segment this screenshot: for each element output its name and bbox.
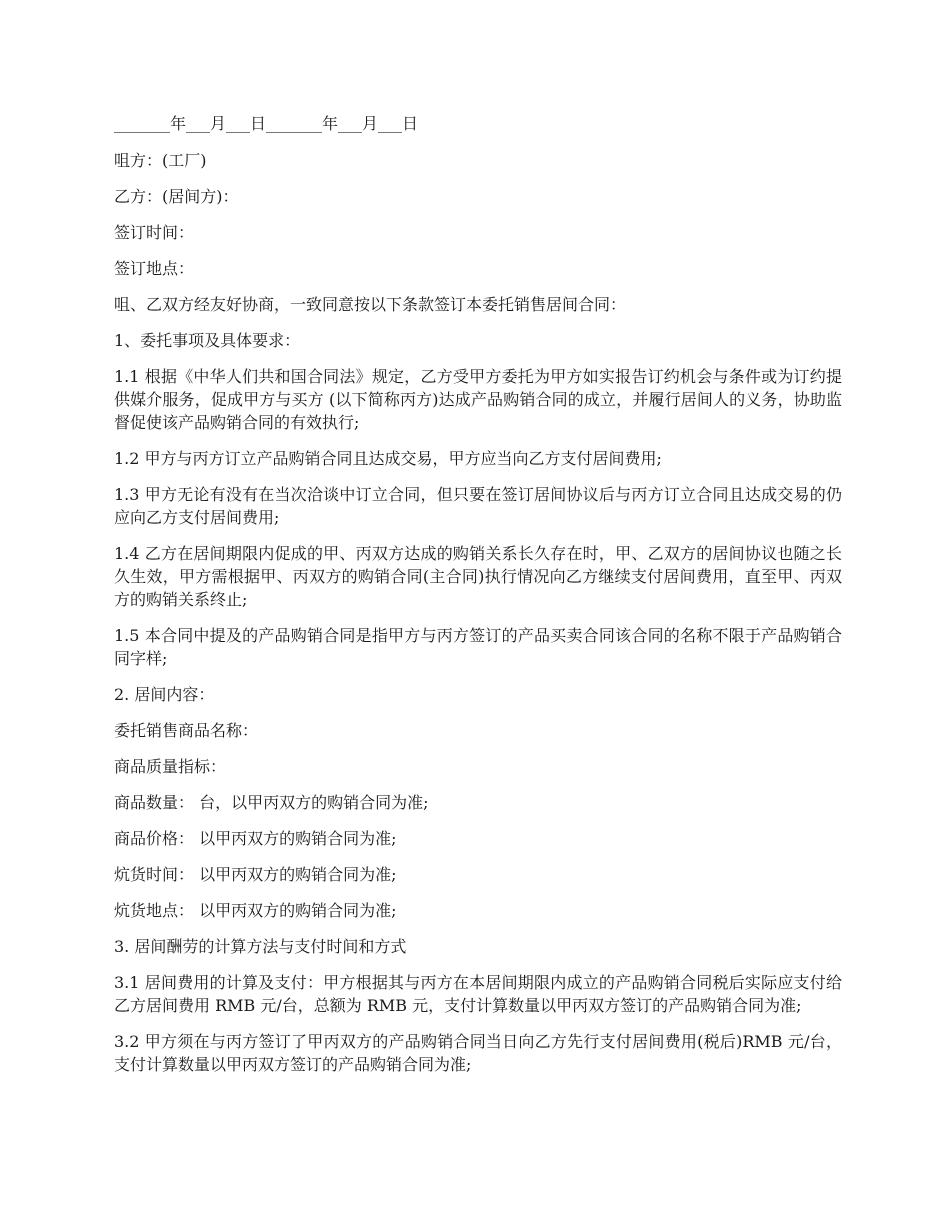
clause-1-3: 1.3 甲方无论有没有在当次洽谈中订立合同，但只要在签订居间协议后与丙方订立合同且达成交易的仍应向乙方支付居间费用;	[114, 485, 842, 527]
goods-quality: 商品质量指标：	[114, 757, 227, 776]
date-line: _______年___月___日_______年___月___日	[114, 114, 419, 133]
clause-1-1: 1.1 根据《中华人们共和国合同法》规定，乙方受甲方委托为甲方如实报告订约机会与条件或为订约提供媒介服务，促成甲方与买方 (以下简称丙方)达成产品购销合同的成立，并履行居间人的义务，协助监督促使该产品购销合同的有效执行;	[114, 367, 842, 432]
section-2-title: 2. 居间内容：	[114, 685, 215, 704]
intro-paragraph: 咀、乙双方经友好协商，一致同意按以下条款签订本委托销售居间合同：	[114, 295, 627, 314]
clause-1-2: 1.2 甲方与丙方订立产品购销合同且达成交易，甲方应当向乙方支付居间费用;	[114, 449, 662, 468]
goods-quantity: 商品数量： 台，以甲丙双方的购销合同为准;	[114, 793, 429, 812]
sign-time: 签订时间：	[114, 223, 195, 242]
clause-3-2: 3.2 甲方须在与丙方签订了甲丙双方的产品购销合同当日向乙方先行支付居间费用(税后)RMB 元/台，支付计算数量以甲丙双方签订的产品购销合同为准;	[114, 1032, 842, 1074]
clause-1-4: 1.4 乙方在居间期限内促成的甲、丙双方达成的购销关系长久存在时，甲、乙双方的居间协议也随之长久生效，甲方需根据甲、丙双方的购销合同(主合同)执行情况向乙方继续支付居间费用，直至甲、丙双方的购销关系终止;	[114, 544, 842, 609]
clause-3-1: 3.1 居间费用的计算及支付：甲方根据其与丙方在本居间期限内成立的产品购销合同税后实际应支付给乙方居间费用 RMB 元/台，总额为 RMB 元，支付计算数量以甲丙双方签订的产品购销合同为准;	[114, 973, 842, 1015]
goods-price: 商品价格： 以甲丙双方的购销合同为准;	[114, 829, 397, 848]
goods-name: 委托销售商品名称：	[114, 721, 259, 740]
clause-1-5: 1.5 本合同中提及的产品购销合同是指甲方与丙方签订的产品买卖合同该合同的名称不限于产品购销合同字样;	[114, 626, 842, 668]
section-3-title: 3. 居间酬劳的计算方法与支付时间和方式	[114, 937, 407, 956]
sign-place: 签订地点：	[114, 259, 195, 278]
contract-page	[114, 112, 842, 1089]
party-b: 乙方：(居间方)：	[114, 187, 239, 206]
delivery-place: 炕货地点： 以甲丙双方的购销合同为准;	[114, 901, 397, 920]
party-a: 咀方：(工厂)	[114, 151, 207, 170]
delivery-time: 炕货时间： 以甲丙双方的购销合同为准;	[114, 865, 397, 884]
section-1-title: 1、委托事项及具体要求：	[114, 331, 301, 350]
